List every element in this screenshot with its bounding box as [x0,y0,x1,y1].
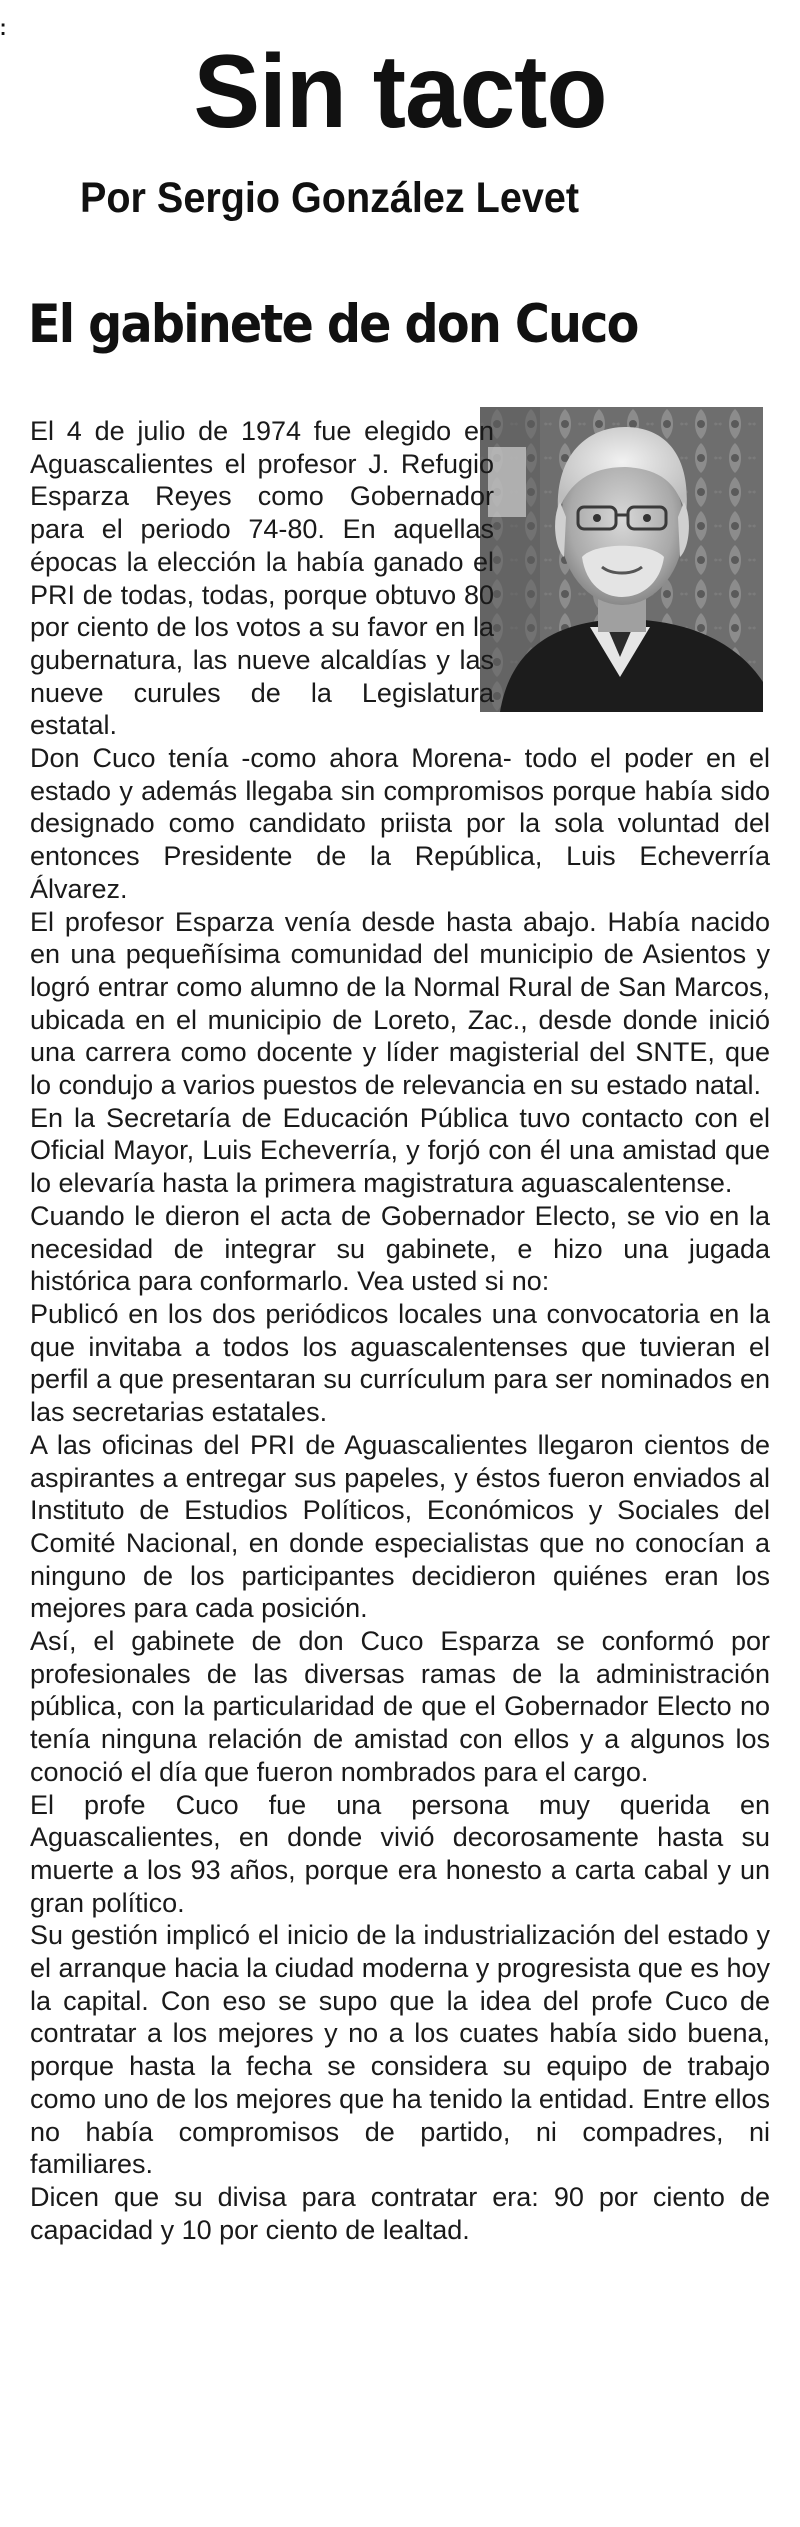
paragraph: El profe Cuco fue una persona muy querida en Aguascalientes, en donde vivió decorosamente hasta su muerte a los 93 años, porque era honesto a carta cabal y un gran político. [30,1789,770,1918]
column-title: Sin tacto [193,34,607,150]
paragraph: Dicen que su divisa para contratar era: 90 por ciento de capacidad y 10 por ciento de lealtad. [30,2181,770,2245]
paragraph: Cuando le dieron el acta de Gobernador Electo, se vio en la necesidad de integrar su gabinete, e hizo una jugada histórica para conformarlo. Vea usted si no: [30,1200,770,1297]
paragraph: En la Secretaría de Educación Pública tuvo contacto con el Oficial Mayor, Luis Echeverría, y forjó con él una amistad que lo elevaría hasta la primera magistratura aguascalentense. [30,1102,770,1199]
paragraph: El profesor Esparza venía desde hasta abajo. Había nacido en una pequeñísima comunidad del municipio de Asientos y logró entrar como alumno de la Normal Rural de San Marcos, ubicada en el municipio de Loreto, Zac., desde donde inició una carrera como docente y líder magisterial del SNTE, que lo condujo a varios puestos de relevancia en su estado natal. [30,906,770,1101]
byline: Por Sergio González Levet [80,174,580,222]
paragraph: Así, el gabinete de don Cuco Esparza se conformó por profesionales de las diversas ramas de la administración pública, con la particularidad de que el Gobernador Electo no tenía ninguna relación de amistad con ellos y a algunos los conoció el día que fueron nombrados para el cargo. [30,1626,770,1787]
paragraph: El 4 de julio de 1974 fue elegido en Aguascalientes el profesor J. Refugio Esparza Reyes como Gobernador para el periodo 74-80. En aquellas épocas la elección la había ganado el PRI de todas, todas, porque obtuvo 80 por ciento de los votos a su favor en la gubernatura, las nueve alcaldías y las nueve curules de la Legislatura estatal. [30,416,494,741]
paragraph: Publicó en los dos periódicos locales una convocatoria en la que invitaba a todos los aguascalentenses que tuvieran el perfil a que presentaran su currículum para ser nominados en las secretarias estatales. [30,1298,770,1428]
corner-mark: ⁚ [0,20,7,39]
article-body [30,415,770,2246]
photo-spacer [502,415,770,715]
paragraph: Su gestión implicó el inicio de la industrialización del estado y el arranque hacia la ciudad moderna y progresista que es hoy la capital. Con eso se supo que la idea del profe Cuco de contratar a los mejores y no a los cuates había sido buena, porque hasta la fecha se considera su equipo de trabajo como uno de los mejores que ha tenido la entidad. Entre ellos no había compromisos de partido, ni compadres, ni familiares. [30,1920,770,2180]
paragraph: Don Cuco tenía -como ahora Morena- todo el poder en el estado y además llegaba sin compromisos porque había sido designado como candidato priista por la sola voluntad del entonces Presidente de la República, Luis Echeverría Álvarez. [30,743,770,904]
article-headline: El gabinete de don Cuco [28,294,638,355]
paragraph: A las oficinas del PRI de Aguascalientes llegaron cientos de aspirantes a entregar sus papeles, y éstos fueron enviados al Instituto de Estudios Políticos, Económicos y Sociales del Comité Nacional, en donde especialistas que no conocían a ninguno de los participantes decidieron quiénes eran los mejores para cada posición. [30,1429,770,1624]
